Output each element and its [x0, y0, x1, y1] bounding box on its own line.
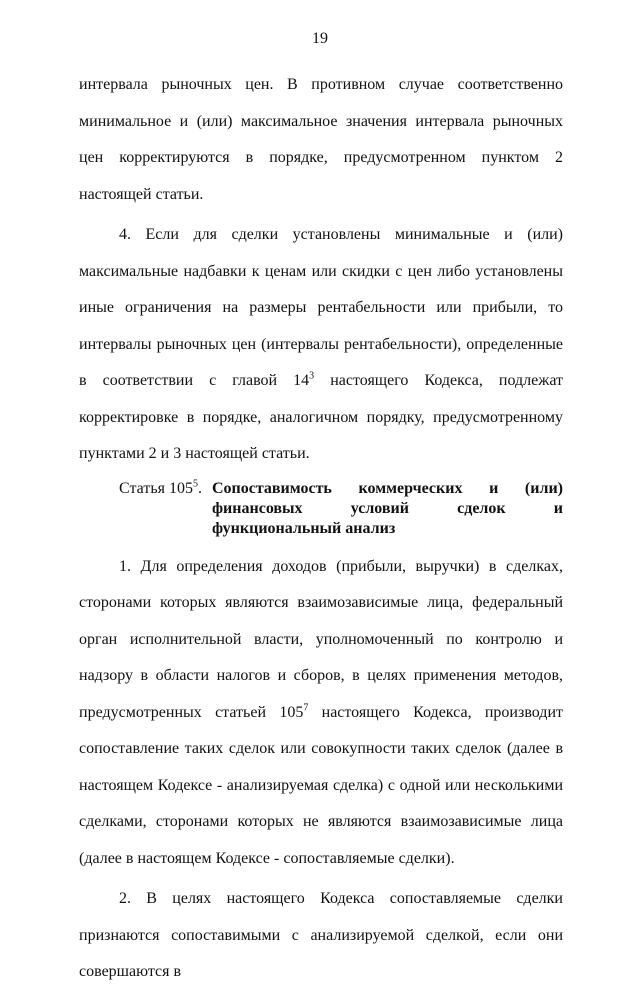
- article-label-text: Статья 105: [119, 479, 193, 497]
- paragraph-item-1: [79, 549, 563, 878]
- article-label-superscript: 5: [192, 478, 198, 490]
- article-label-period: .: [197, 479, 202, 497]
- paragraph-text: 1. Для определения доходов (прибыли, выручки) в сделках, сторонами которых являются взаимозависимые лица, федеральный орган исполнительной власти, уполномоченный по контролю и надзору в области налогов и сборов, в целях применения методов, предусмотренных статьей 105: [79, 557, 563, 721]
- paragraph-text: 4. Если для сделки установлены минимальные и (или) максимальные надбавки к ценам или скидки с цен либо установлены иные ограничения на размеры рентабельности или прибыли, то интервалы рыночных цен (интервалы рентабельности), определенные в соответствии с главой 14: [79, 226, 563, 389]
- article-label: [79, 479, 212, 499]
- article-heading: [79, 473, 563, 549]
- paragraph-item-2: 2. В целях настоящего Кодекса сопоставляемые сделки признаются сопоставимыми с анализируемой сделкой, если они совершаются в: [79, 890, 563, 980]
- paragraph-item-4: [79, 217, 563, 473]
- superscript: 3: [309, 370, 315, 382]
- article-title: Сопоставимость коммерческих и (или) финансовых условий сделок и функциональный анализ: [211, 479, 563, 537]
- paragraph-text: настоящего Кодекса, производит сопоставление таких сделок или совокупности таких сделок (далее в настоящем Кодексе - анализируемая сделка) с одной или несколькими сделками, сторонами которых не являются взаимозависимые лица (далее в настоящем Кодексе - сопоставляемые сделки).: [79, 703, 563, 867]
- paragraph-continuation: интервала рыночных цен. В противном случае соответственно минимальное и (или) максимальное значения интервала рыночных цен корректируются в порядке, предусмотренном пунктом 2 настоящей статьи.: [79, 76, 563, 203]
- document-body: [79, 67, 563, 991]
- page-number: 19: [312, 30, 328, 47]
- paragraph-text: настоящего Кодекса, подлежат корректировке в порядке, аналогичном порядку, предусмотренному пунктами 2 и 3 настоящей статьи.: [79, 372, 563, 462]
- superscript: 7: [303, 702, 309, 714]
